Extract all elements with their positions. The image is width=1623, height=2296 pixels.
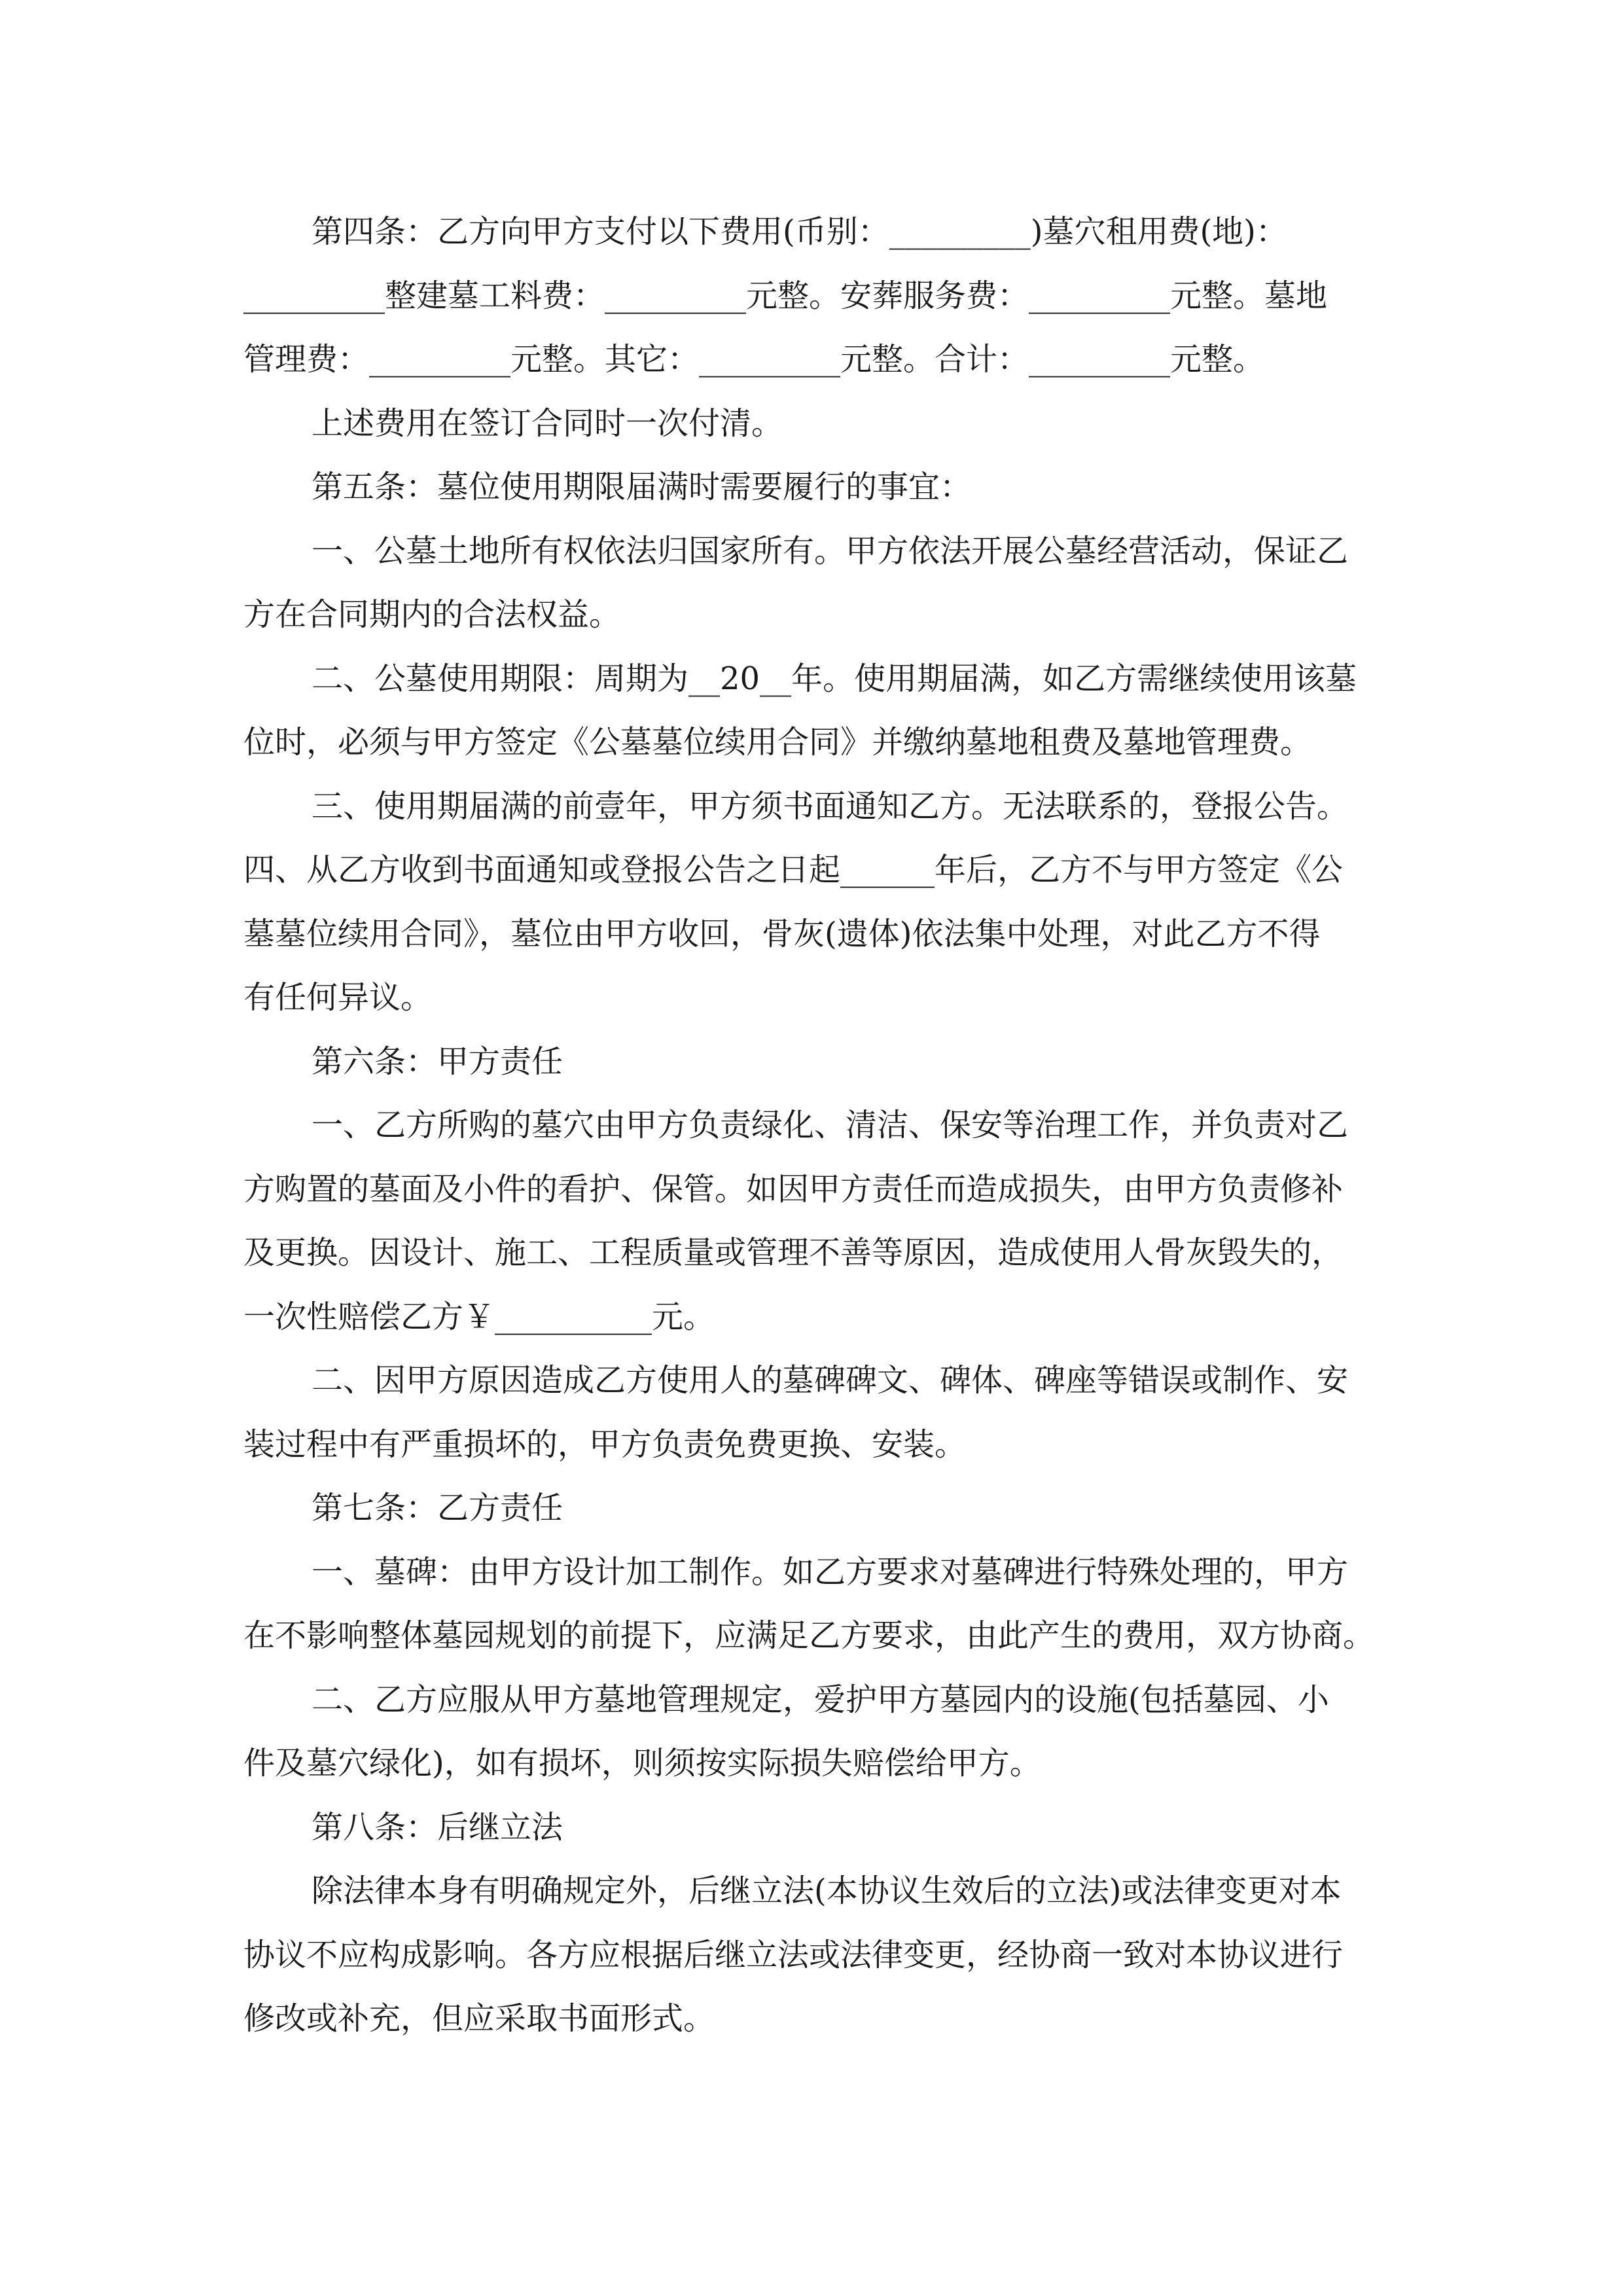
text-line: 件及墓穴绿化)，如有损坏，则须按实际损失赔偿给甲方。 (243, 1745, 1041, 1782)
document-body (243, 200, 1382, 2051)
text-line: 第四条：乙方向甲方支付以下费用(币别：_________)墓穴租用费(地)： (312, 213, 1287, 250)
text-line: 方在合同期内的合法权益。 (243, 596, 621, 633)
text-line: 管理费：_________元整。其它：_________元整。合计：_________元整。 (243, 341, 1265, 378)
text-line: 二、乙方应服从甲方墓地管理规定，爱护甲方墓园内的设施(包括墓园、小 (312, 1681, 1329, 1718)
text-line: 方购置的墓面及小件的看护、保管。如因甲方责任而造成损失，由甲方负责修补 (243, 1170, 1344, 1208)
text-line: 墓墓位续用合同》，墓位由甲方收回，骨灰(遗体)依法集中处理，对此乙方不得 (243, 915, 1321, 952)
text-line: 除法律本身有明确规定外，后继立法(本协议生效后的立法)或法律变更对本 (312, 1873, 1342, 1909)
text-line: 有任何异议。 (243, 979, 433, 1016)
section-heading: 第六条：甲方责任 (312, 1043, 563, 1080)
text-line: 及更换。因设计、施工、工程质量或管理不善等原因，造成使用人骨灰毁失的， (243, 1234, 1344, 1271)
text-line: 一、公墓土地所有权依法归国家所有。甲方依法开展公墓经营活动，保证乙 (312, 532, 1349, 569)
section-heading: 第五条：墓位使用期限届满时需要履行的事宜： (312, 469, 972, 505)
text-line: 一、乙方所购的墓穴由甲方负责绿化、清洁、保安等治理工作，并负责对乙 (312, 1107, 1349, 1143)
text-line: 修改或补充，但应采取书面形式。 (243, 2000, 715, 2037)
text-line: 一、墓碑：由甲方设计加工制作。如乙方要求对墓碑进行特殊处理的，甲方 (312, 1553, 1349, 1590)
text-line: 装过程中有严重损坏的，甲方负责免费更换、安装。 (243, 1426, 967, 1463)
section-heading: 第八条：后继立法 (312, 1808, 563, 1846)
text-line: 二、公墓使用期限：周期为__20__年。使用期届满，如乙方需继续使用该墓 (312, 660, 1357, 697)
text-line: 上述费用在签订合同时一次付清。 (312, 404, 783, 442)
text-line: 位时，必须与甲方签定《公墓墓位续用合同》并缴纳墓地租费及墓地管理费。 (243, 724, 1312, 761)
text-line: 一次性赔偿乙方￥__________元。 (243, 1298, 715, 1335)
text-line: 三、使用期届满的前壹年，甲方须书面通知乙方。无法联系的，登报公告。 (312, 787, 1349, 825)
text-line: 二、因甲方原因造成乙方使用人的墓碑碑文、碑体、碑座等错误或制作、安 (312, 1362, 1349, 1399)
section-heading: 第七条：乙方责任 (312, 1490, 563, 1526)
text-line: 四、从乙方收到书面通知或登报公告之日起______年后，乙方不与甲方签定《公 (243, 852, 1344, 888)
text-line: 协议不应构成影响。各方应根据后继立法或法律变更，经协商一致对本协议进行 (243, 1936, 1344, 1973)
text-line: _________整建墓工料费：_________元整。安葬服务费：_________元整。墓地 (243, 277, 1328, 314)
text-line: 在不影响整体墓园规划的前提下，应满足乙方要求，由此产生的费用，双方协商。 (243, 1617, 1375, 1654)
